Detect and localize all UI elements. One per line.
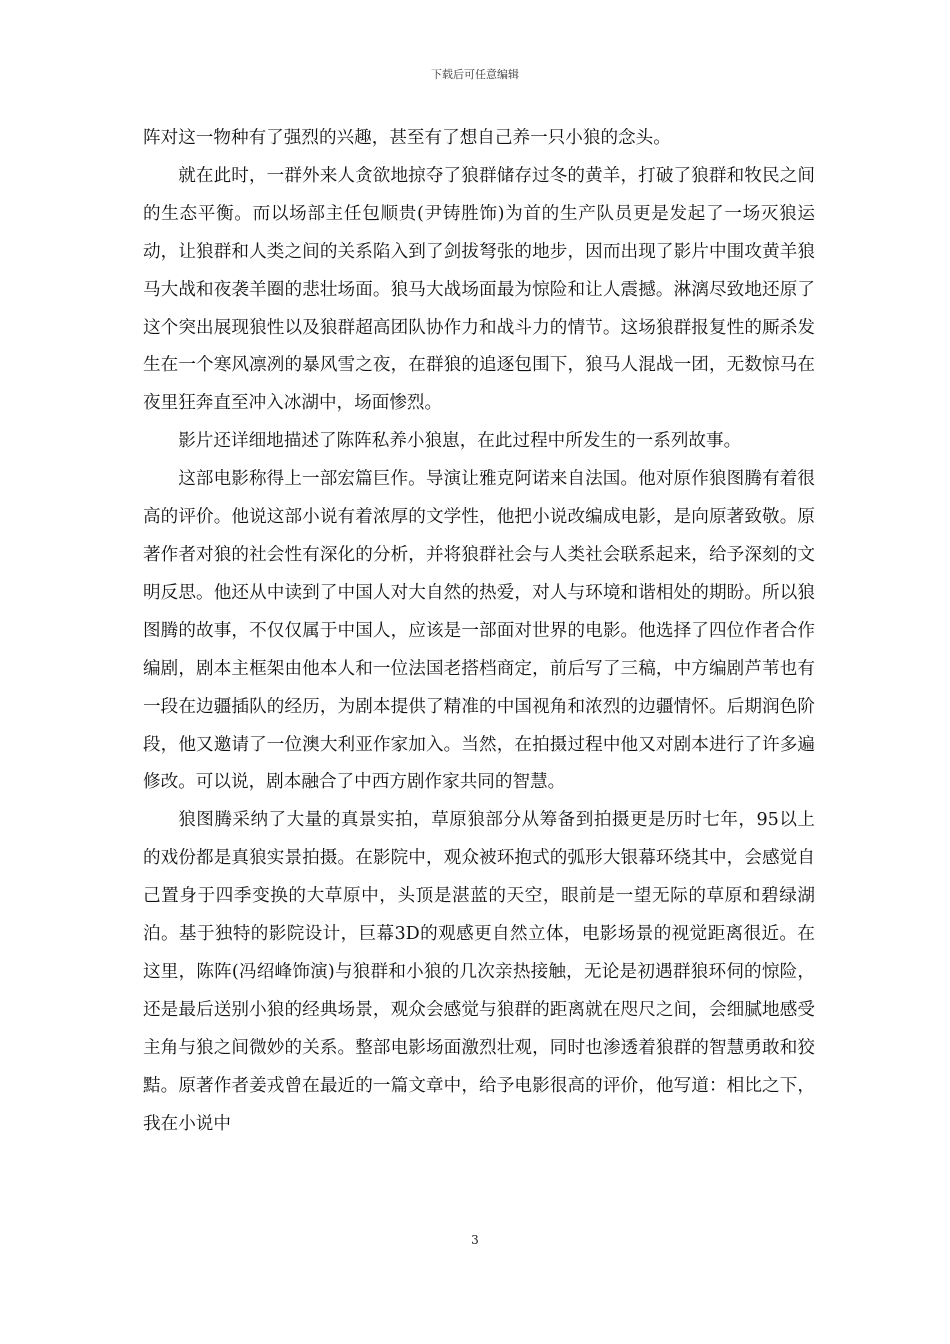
paragraph-4: 这部电影称得上一部宏篇巨作。导演让雅克阿诺来自法国。他对原作狼图腾有着很高的评价。他说这部小说有着浓厚的文学性，他把小说改编成电影，是向原著致敬。原著作者对狼的社会性有深化的分析，并将狼群社会与人类社会联系起来，给予深刻的文明反思。他还从中读到了中国人对大自然的热爱，对人与环境和谐相处的期盼。所以狼图腾的故事，不仅仅属于中国人，应该是一部面对世界的电影。他选择了四位作者合作编剧，剧本主框架由他本人和一位法国老搭档商定，前后写了三稿，中方编剧芦苇也有一段在边疆插队的经历，为剧本提供了精准的中国视角和浓烈的边疆情怀。后期润色阶段，他又邀请了一位澳大利亚作家加入。当然，在拍摄过程中他又对剧本进行了许多遍修改。可以说，剧本融合了中西方剧作家共同的智慧。 — [143, 469, 815, 793]
paragraph-3: 影片还详细地描述了陈阵私养小狼崽，在此过程中所发生的一系列故事。 — [178, 431, 742, 452]
paragraph-1: 阵对这一物种有了强烈的兴趣，甚至有了想自己养一只小狼的念头。 — [143, 128, 671, 148]
paragraph-2: 就在此时，一群外来人贪欲地掠夺了狼群储存过冬的黄羊，打破了狼群和牧民之间的生态平衡。而以场部主任包顺贵(尹铸胜饰)为首的生产队员更是发起了一场灭狼运动，让狼群和人类之间的关系陷入到了剑拔弩张的地步，因而出现了影片中围攻黄羊狼马大战和夜袭羊圈的悲壮场面。狼马大战场面最为惊险和让人震撼。淋漓尽致地还原了这个突出展现狼性以及狼群超高团队协作力和战斗力的情节。这场狼群报复性的厮杀发生在一个寒风凛冽的暴风雪之夜，在群狼的追逐包围下，狼马人混战一团，无数惊马在夜里狂奔直至冲入冰湖中，场面惨烈。 — [143, 165, 815, 414]
document-body — [143, 120, 815, 1143]
page-header: 下载后可任意编辑 — [431, 68, 519, 81]
page-number: 3 — [471, 1233, 479, 1247]
paragraph-5: 狼图腾采纳了大量的真景实拍，草原狼部分从筹备到拍摄更是历时七年，95以上的戏份都是真狼实景拍摄。在影院中，观众被环抱式的弧形大银幕环绕其中，会感觉自己置身于四季变换的大草原中，头顶是湛蓝的天空，眼前是一望无际的草原和碧绿湖泊。基于独特的影院设计，巨幕3D的观感更自然立体，电影场景的视觉距离很近。在这里，陈阵(冯绍峰饰演)与狼群和小狼的几次亲热接触，无论是初遇群狼环伺的惊险，还是最后送别小狼的经典场景，观众会感觉与狼群的距离就在咫尺之间，会细腻地感受主角与狼之间微妙的关系。整部电影场面激烈壮观，同时也渗透着狼群的智慧勇敢和狡黠。原著作者姜戎曾在最近的一篇文章中，给予电影很高的评价，他写道：相比之下，我在小说中 — [143, 810, 815, 1134]
